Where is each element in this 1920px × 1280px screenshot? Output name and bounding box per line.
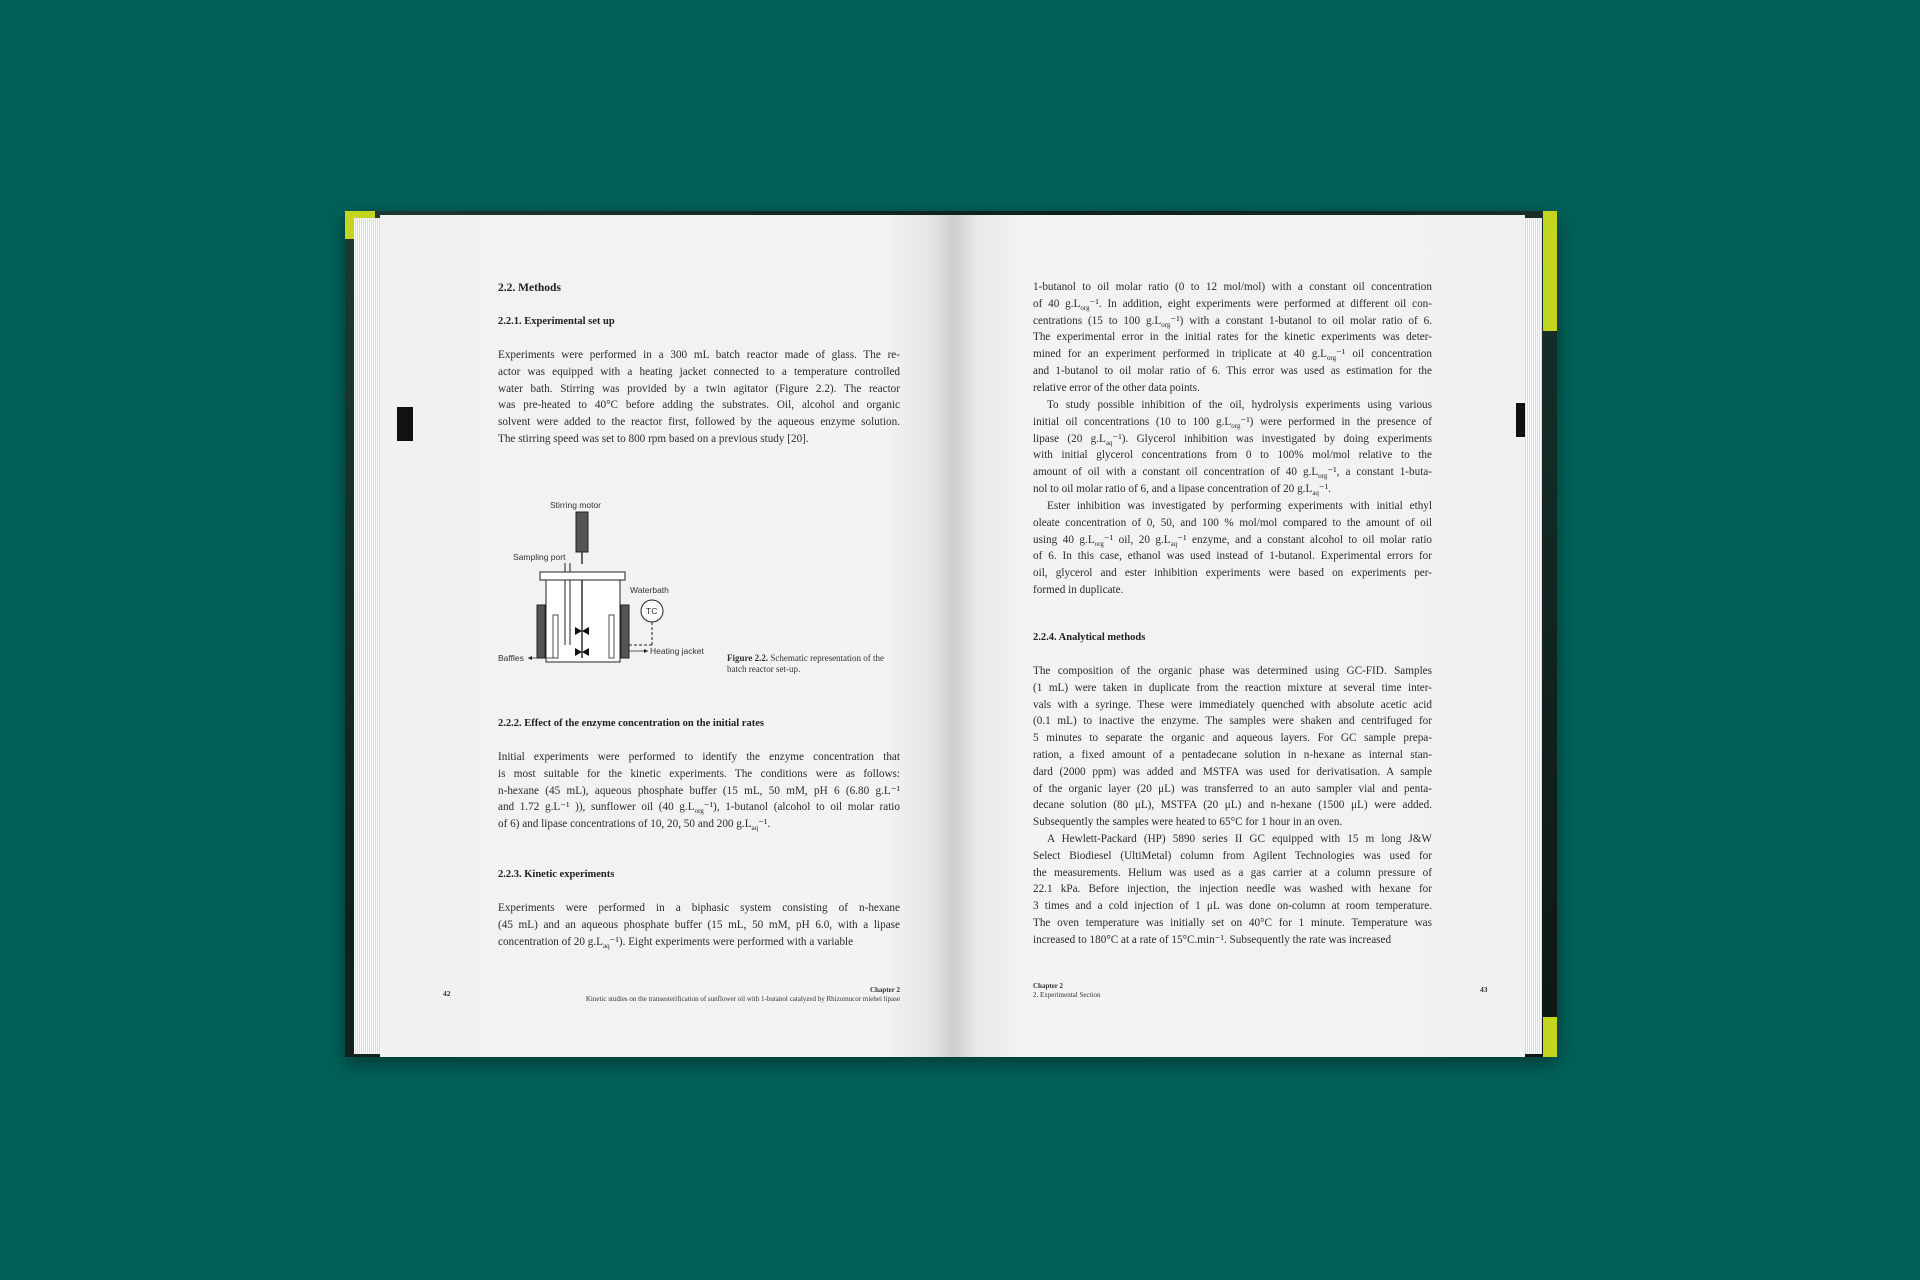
footer-section-right: 2. Experimental Section (1033, 991, 1101, 999)
text-line: nol to oil molar ratio of 6, and a lipase concentration of 20 $g.L_{aq}^{-1}$. (1033, 482, 1331, 498)
subsection-title-analytical: 2.2.4. Analytical methods (1033, 632, 1146, 643)
stirring-motor (576, 512, 588, 552)
text-line: and 1.72 g.L⁻¹ )), sunflower oil (40 $g.L_{org}^{-1}$), 1-butanol (alcohol to oil molar ratio (498, 801, 900, 816)
text-line: water bath. Stirring was provided by a twin agitator (Figure 2.2). The reactor (498, 382, 900, 395)
page-number-right: 43 (1480, 985, 1488, 994)
text-line: decane solution (80 μL), MSTFA (20 μL) and n-hexane (1500 μL) were added. (1033, 799, 1432, 812)
text-line: 1-butanol to oil molar ratio (0 to 12 mol/mol) with a constant oil concentration (1033, 281, 1432, 293)
heating-jacket-right (621, 605, 629, 658)
text-line: centrations (15 to 100 $g.L_{org}^{-1}$) with a constant 1-butanol to oil molar ratio of 6. (1033, 314, 1432, 329)
reactor-lid (540, 572, 625, 580)
thumb-tab-right (1516, 403, 1525, 437)
subsection-title-setup: 2.2.1. Experimental set up (498, 316, 615, 327)
text-line: and 1-butanol to oil molar ratio of 6. This error was used as estimation for the (1033, 364, 1432, 377)
footer-chapter-left: Chapter 2 (869, 986, 900, 994)
heating-jacket-left (537, 605, 545, 658)
text-line: Select Biodiesel (UltiMetal) column from Agilent Technologies was used for (1033, 849, 1432, 862)
text-line: with initial glycerol concentrations from 0 to 100% mol/mol relative to the (1033, 449, 1432, 462)
text-line: ration, a fixed amount of a pentadecane solution in n-hexane as internal stan- (1033, 748, 1432, 761)
paragraph-kinetic-continued (1033, 279, 1432, 397)
text-line: concentration of 20 $g.L_{aq}^{-1}$). Eight experiments were performed with a variable (498, 935, 854, 950)
footer-left (586, 986, 900, 1004)
text-line: oleate concentration of 0, 50, and 100 % mol/mol compared to the amount of oil (1033, 516, 1432, 529)
paragraph-oil-inhibition (1033, 397, 1432, 498)
text-line: A Hewlett-Packard (HP) 5890 series II GC equipped with 15 m long J&W (1047, 833, 1432, 845)
left-page (380, 215, 953, 1057)
text-line: dard (2000 ppm) was added and MSTFA was used for derivatisation. A sample (1033, 765, 1432, 778)
paragraph-setup (498, 347, 900, 448)
text-line: relative error of the other data points. (1033, 381, 1200, 394)
subsection-title-enzyme: 2.2.2. Effect of the enzyme concentration on the initial rates (498, 718, 764, 729)
text-line: lipase (20 $g.L_{aq}^{-1}$). Glycerol inhibition was investigated by doing experiments (1033, 432, 1432, 447)
paragraph-kinetic (498, 900, 900, 950)
text-line: Experiments were performed in a biphasic system consisting of n-hexane (498, 902, 900, 914)
footer-chapter-right: Chapter 2 (1033, 982, 1064, 990)
text-line: The composition of the organic phase was determined using GC-FID. Samples (1033, 665, 1432, 677)
text-line: solvent were added to the reactor first, followed by the aqueous enzyme solution. (498, 416, 900, 429)
label-waterbath: Waterbath (630, 585, 669, 595)
text-line: Ester inhibition was investigated by performing experiments with initial ethyl (1047, 500, 1432, 512)
text-line: (45 mL) and an aqueous phosphate buffer (15 mL, 50 mM, pH 6.0, with a lipase (498, 918, 900, 931)
figure-caption-text: Schematic representation of the batch reactor set-up. (727, 653, 885, 674)
page-number-left: 42 (443, 989, 451, 998)
paragraph-enzyme (498, 749, 900, 833)
text-line: actor was equipped with a heating jacket connected to a temperature controlled (498, 365, 900, 378)
label-heating-jacket: Heating jacket (650, 646, 704, 656)
label-stirring-motor: Stirring motor (550, 500, 602, 510)
text-line: To study possible inhibition of the oil, hydrolysis experiments using various (1047, 399, 1432, 411)
paragraph-gc (1033, 831, 1432, 949)
text-line: (0.1 mL) to inactive the enzyme. The samples were shaken and centrifuged for (1033, 715, 1432, 728)
label-sampling-port: Sampling port (513, 552, 566, 562)
text-line: 3 times and a cold injection of 1 μL was done on-column at room temperature. (1033, 900, 1432, 913)
text-line: Experiments were performed in a 300 mL batch reactor made of glass. The re- (498, 349, 900, 361)
text-line: The oven temperature was initially set on 40°C for 1 minute. Temperature was (1033, 916, 1432, 929)
text-line: Subsequently the samples were heated to 65°C for 1 hour in an oven. (1033, 816, 1343, 829)
text-line: of 6) and lipase concentrations of 10, 20, 50 and 200 $g.L_{aq}^{-1}$. (498, 818, 771, 833)
paragraph-ester-inhibition (1033, 498, 1432, 599)
text-line: Initial experiments were performed to identify the enzyme concentration that (498, 751, 900, 763)
text-line: increased to 180°C at a rate of 15°C.min⁻¹. Subsequently the rate was increased (1033, 933, 1392, 946)
text-line: 5 minutes to separate the organic and aqueous layers. For GC sample prepa- (1033, 732, 1432, 745)
text-line: was pre-heated to 40°C before adding the substrates. Oil, alcohol and organic (498, 399, 900, 412)
right-page (953, 215, 1525, 1057)
label-tc: TC (646, 606, 658, 616)
text-line: n-hexane (45 mL), aqueous phosphate buffer (15 mL, 50 mM, pH 6 (6.80 g.L⁻¹ (498, 784, 900, 797)
figure-caption-label: Figure 2.2. (727, 653, 769, 663)
baffle-right (609, 615, 614, 658)
page-edges-right (1522, 218, 1542, 1054)
text-line: formed in duplicate. (1033, 583, 1124, 596)
text-line: of the organic layer (20 μL) was transferred to an auto sampler vial and penta- (1033, 782, 1432, 795)
label-baffles: Baffles (498, 653, 524, 663)
text-line: amount of oil with a constant oil concentration of 40 $g.L_{org}^{-1}$, a constant 1-buta- (1033, 466, 1432, 481)
section-title: 2.2. Methods (498, 282, 561, 294)
subsection-title-kinetic: 2.2.3. Kinetic experiments (498, 869, 615, 880)
reactor-diagram (498, 480, 718, 680)
baffle-left (553, 615, 558, 658)
text-line: The stirring speed was set to 800 rpm based on a previous study [20]. (498, 432, 809, 445)
text-line: 22.1 kPa. Before injection, the injection needle was washed with hexane for (1033, 883, 1432, 896)
text-line: vals with a syringe. These were immediately quenched with absolute acetic acid (1033, 698, 1432, 711)
text-line: the measurements. Helium was used as a gas carrier at a column pressure of (1033, 866, 1432, 879)
text-line: is most suitable for the kinetic experiments. The conditions were as follows: (498, 767, 900, 780)
text-line: The experimental error in the initial rates for the kinetic experiments was deter- (1033, 331, 1432, 344)
figure-caption (727, 653, 897, 675)
footer-right (1033, 982, 1100, 1000)
text-line: mined for an experiment performed in triplicate at 40 $g.L_{org}^{-1}$ oil concentration (1033, 348, 1432, 363)
text-line: using 40 $g.L_{org}^{-1}$ oil, 20 $g.L_{aq}^{-1}$ enzyme, and a constant alcohol to oil molar ratio (1033, 533, 1432, 548)
cover-accent-bottom-right (1543, 1017, 1557, 1057)
text-line: of 6. In this case, ethanol was used instead of 1-butanol. Experimental errors for (1033, 550, 1432, 563)
cover-accent-top-right (1543, 211, 1557, 331)
footer-title-left: Kinetic studies on the transesterification of sunflower oil with 1-butanol catalyzed by Rhizomucor miehei lipase (585, 995, 900, 1003)
thumb-tab-left (397, 407, 413, 441)
paragraph-analytical (1033, 663, 1432, 831)
text-line: of 40 $g.L_{org}^{-1}$. In addition, eight experiments were performed at different oil con- (1033, 297, 1432, 313)
text-line: initial oil concentrations (10 to 100 $g.L_{org}^{-1}$) were performed in the presence of (1033, 415, 1432, 431)
text-line: (1 mL) were taken in duplicate from the reaction mixture at several time inter- (1033, 681, 1432, 694)
text-line: oil, glycerol and ester inhibition experiments were based on experiments per- (1033, 567, 1432, 580)
